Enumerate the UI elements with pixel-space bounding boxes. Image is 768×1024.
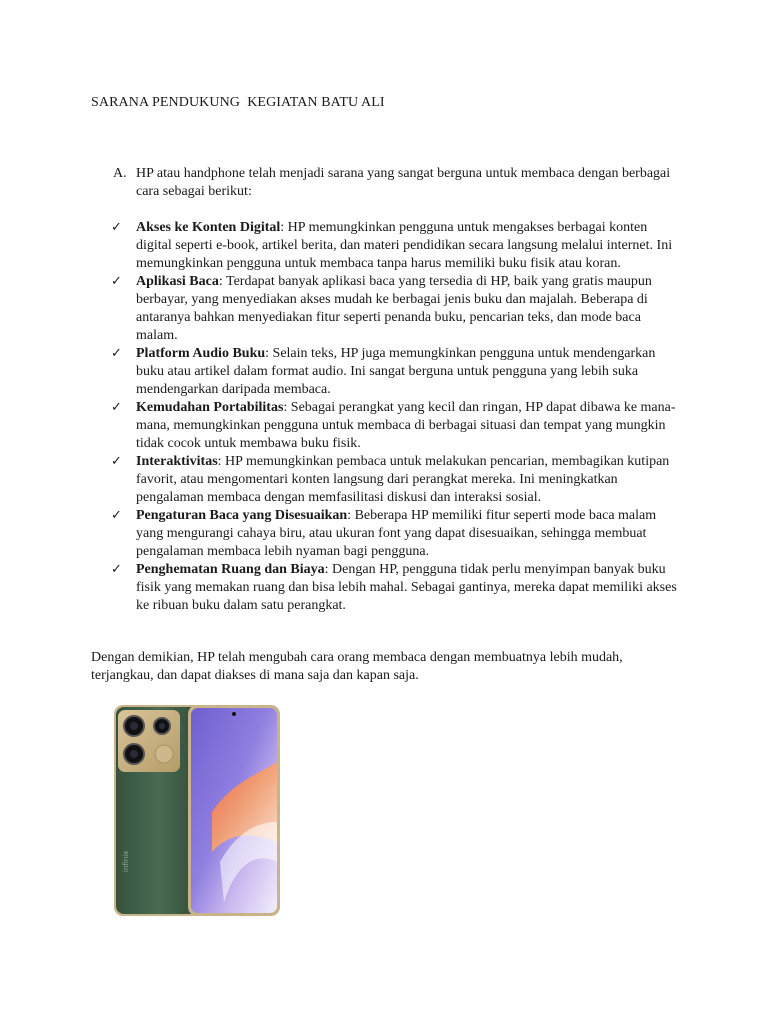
flash-icon: [155, 745, 173, 763]
benefit-heading: Aplikasi Baca: [136, 274, 219, 289]
benefit-item: [91, 273, 684, 345]
benefit-heading: Interaktivitas: [136, 454, 218, 469]
benefit-text: : Terdapat banyak aplikasi baca yang tersedia di HP, baik yang gratis maupun berbayar, yang menyediakan akses mudah ke berbagai jenis buku dan majalah. Beberapa di antaranya bahkan menyediakan fitur seperti penanda buku, pencarian teks, dan mode baca malam.: [136, 274, 652, 343]
list-marker: A.: [113, 166, 127, 181]
benefit-item: [91, 345, 684, 399]
smartphone-icon: [112, 702, 282, 918]
benefit-text: : HP memungkinkan pengguna untuk mengakses berbagai konten digital seperti e-book, artikel berita, dan materi pendidikan secara langsung melalui internet. Ini memungkinkan pengguna untuk membaca tanpa harus memiliki buku fisik atau koran.: [136, 220, 673, 271]
document-title: SARANA PENDUKUNG KEGIATAN BATU ALI: [91, 95, 385, 110]
benefit-text: : Sebagai perangkat yang kecil dan ringan, HP dapat dibawa ke mana-mana, memungkinkan pengguna untuk membaca di berbagai situasi dan tempat yang mungkin tidak cocok untuk membawa buku fisik.: [136, 400, 676, 451]
conclusion-paragraph: Dengan demikian, HP telah mengubah cara orang membaca dengan membuatnya lebih mudah, terjangkau, dan dapat diakses di mana saja dan kapan saja.: [91, 650, 623, 683]
brand-label: infinix: [122, 850, 130, 872]
benefit-text: : Selain teks, HP juga memungkinkan pengguna untuk mendengarkan buku atau artikel dalam format audio. Ini sangat berguna untuk pengguna yang lebih suka mendengarkan daripada membaca.: [136, 346, 656, 397]
smartphone-image: [112, 702, 282, 918]
benefit-heading: Penghematan Ruang dan Biaya: [136, 562, 325, 577]
checkmark-icon: ✓: [111, 508, 122, 523]
benefit-item: [91, 453, 684, 507]
checkmark-icon: ✓: [111, 454, 122, 469]
benefit-heading: Akses ke Konten Digital: [136, 220, 281, 235]
benefit-heading: Platform Audio Buku: [136, 346, 266, 361]
checkmark-icon: ✓: [111, 346, 122, 361]
benefit-text: : HP memungkinkan pembaca untuk melakukan pencarian, membagikan kutipan favorit, atau mengomentari konten langsung dari perangkat mereka. Ini meningkatkan pengalaman membaca dengan memfasilitasi diskusi dan interaksi sosial.: [136, 454, 670, 505]
front-camera-icon: [232, 712, 236, 716]
section-intro: HP atau handphone telah menjadi sarana yang sangat berguna untuk membaca dengan berbagai cara sebagai berikut:: [136, 166, 671, 199]
checkmark-icon: ✓: [111, 220, 122, 235]
benefit-item: [91, 399, 684, 453]
benefit-text: : Beberapa HP memiliki fitur seperti mode baca malam yang mengurangi cahaya biru, atau ukuran font yang dapat disesuaikan, sehingga membuat pengalaman membaca lebih nyaman bagi pengguna.: [136, 508, 657, 559]
checkmark-icon: ✓: [111, 562, 122, 577]
benefit-heading: Pengaturan Baca yang Disesuaikan: [136, 508, 348, 523]
benefit-item: [91, 219, 684, 273]
benefit-heading: Kemudahan Portabilitas: [136, 400, 284, 415]
benefit-item: [91, 561, 684, 615]
benefit-text: : Dengan HP, pengguna tidak perlu menyimpan banyak buku fisik yang memakan ruang dan bisa lebih mahal. Sebagai gantinya, mereka dapat memiliki akses ke ribuan buku dalam satu perangkat.: [136, 562, 677, 613]
benefit-list: [91, 219, 691, 615]
checkmark-icon: ✓: [111, 274, 122, 289]
checkmark-icon: ✓: [111, 400, 122, 415]
benefit-item: [91, 507, 684, 561]
